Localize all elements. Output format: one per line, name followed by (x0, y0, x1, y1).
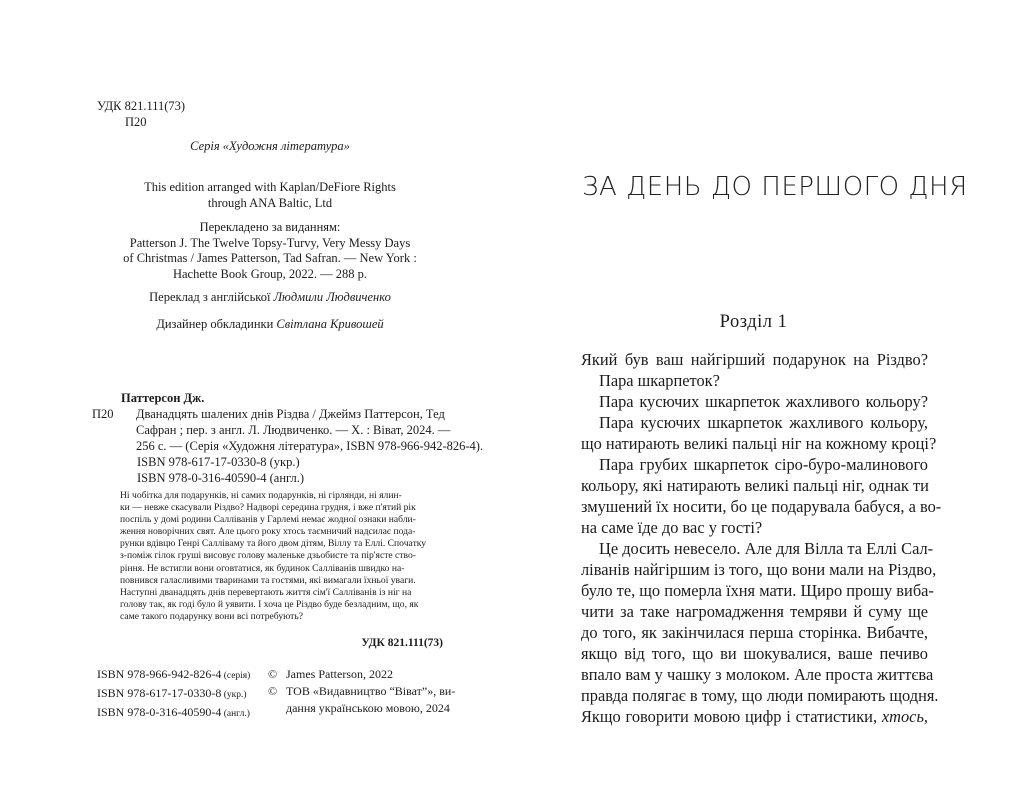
body-line: Якщо говорити мовою цифр і статистики, хтось, (581, 707, 928, 726)
body-line: Пара грубих шкарпеток сіро-буро-малинового (599, 455, 928, 474)
bibliographic-record (92, 390, 484, 486)
author-code: П20 (125, 115, 147, 129)
designer-credit: Дизайнер обкладинки Світлана Кривошей (156, 317, 384, 331)
udk-code: УДК 821.111(73) (97, 99, 186, 113)
body-line: ліванів найгіршим із того, що вони мали на Різдво, (581, 560, 937, 579)
body-line: Це досить невесело. Але для Вілла та Еллі Сал- (599, 539, 934, 558)
isbn-ukr: ISBN 978-617-17-0330-8 (укр.) (97, 686, 247, 700)
original-edition-heading: Перекладено за виданням: (199, 220, 341, 234)
chapter-body (581, 349, 942, 727)
isbn-list (97, 666, 250, 723)
record-code: П20 (92, 407, 114, 421)
section-title: Розділ 1 (719, 312, 788, 332)
body-line: Пара кусючих шкарпеток жахливого кольору, (599, 413, 928, 432)
body-line: чити за таке нагромадження темряви й суму ще (581, 602, 928, 621)
copyright-notice: © James Patterson, 2022 © ТОВ «Видавництво “Віват”», ви- дання українською мовою, 2024 (268, 667, 456, 715)
copyright-symbol: © (268, 684, 278, 698)
body-line: що натирають великі пальці ніг на кожному кроці? (581, 434, 937, 453)
translator-name: Людмили Людвиченко (273, 290, 391, 304)
body-line: Який був ваш найгірший подарунок на Різдво? (581, 350, 928, 369)
body-line: кольору, які натирають великі пальці ніг, однак ти (581, 476, 929, 495)
body-line: Пара шкарпеток? (599, 371, 720, 390)
body-line: було те, що померла їхня мати. Щиро прошу виба- (581, 581, 934, 600)
original-edition: Перекладено за виданням: Patterson J. The Twelve Topsy-Turvy, Very Messy Days of Christmas / James Patterson, Tad Safran. — New York : Hachette Book Group, 2022. — 288 p. (100, 220, 440, 282)
copyright-symbol: © (268, 667, 278, 681)
body-line: впало вам у чашку з молоком. Але проста життєва (581, 665, 934, 684)
body-line: правда полягає в тому, що люди помирають щодня. (581, 686, 939, 705)
designer-name: Світлана Кривошей (276, 317, 384, 331)
series-label: Серія «Художня література» (190, 139, 350, 153)
translator-credit: Переклад з англійської Людмили Людвиченко (149, 290, 391, 304)
body-line: Пара кусючих шкарпеток жахливого кольору? (599, 392, 928, 411)
isbn-eng: ISBN 978-0-316-40590-4 (англ.) (97, 705, 250, 719)
edition-note: This edition arranged with Kaplan/DeFiore Rights through ANA Baltic, Ltd (144, 180, 396, 210)
record-isbn-eng: ISBN 978-0-316-40590-4 (англ.) (137, 471, 305, 485)
udk-header (97, 98, 185, 130)
body-line: якщо від того, що ви шокувалися, ваше печиво (581, 644, 928, 663)
body-line: змушений їх носити, бо це подарувала бабуся, а во- (581, 497, 942, 516)
record-author: Паттерсон Дж. (121, 391, 205, 405)
record-isbn-ukr: ISBN 978-617-17-0330-8 (укр.) (137, 455, 300, 469)
record-description: Дванадцять шалених днів Різдва / Джеймз Паттерсон, Тед Сафран ; пер. з англ. Л. Людвиченко. — Х. : Віват, 2024. — 256 с. — (Серія «Художня література», ISBN 978-966-942-826-4). (136, 407, 484, 453)
body-line: до того, як закінчилася перша сторінка. Вибачте, (581, 623, 928, 642)
body-line: на саме їде до вас у гості? (581, 518, 763, 537)
chapter-title: ЗА ДЕНЬ ДО ПЕРШОГО ДНЯ (582, 172, 968, 202)
udk-footer: УДК 821.111(73) (361, 637, 443, 649)
annotation: Ні чобітка для подарунків, ні самих подарунків, ні гірлянди, ні ялин- ки — невже скасували Різдво? Надворі середина грудня, і вже п'ятий рік поспіль у домі родини Салліванів у Гарлемі немає жодної ознаки набли- ження новорічних свят. Але цього року хтось таємничий надсилає пода- рунки вдівцю Генрі Салліваму та його двом дітям, Віллу та Еллі. Спочатку з-поміж гілок груші висовує голову маленьке дзьобисте та пір'ясте ство- ріння. Не встигли вони оговтатися, як будинок Салліванів швидко на- повнився галасливими тваринами та гостями, які вимагали їхньої уваги. Наступні дванадцять днів перевертають життя сім'ї Салліванів із ніг на голову так, як годі було й уявити. І хоча це Різдво буде безладним, що, як саме такого подарунку вони всі потребують? (120, 490, 427, 622)
isbn-series: ISBN 978-966-942-826-4 (серія) (97, 667, 251, 681)
